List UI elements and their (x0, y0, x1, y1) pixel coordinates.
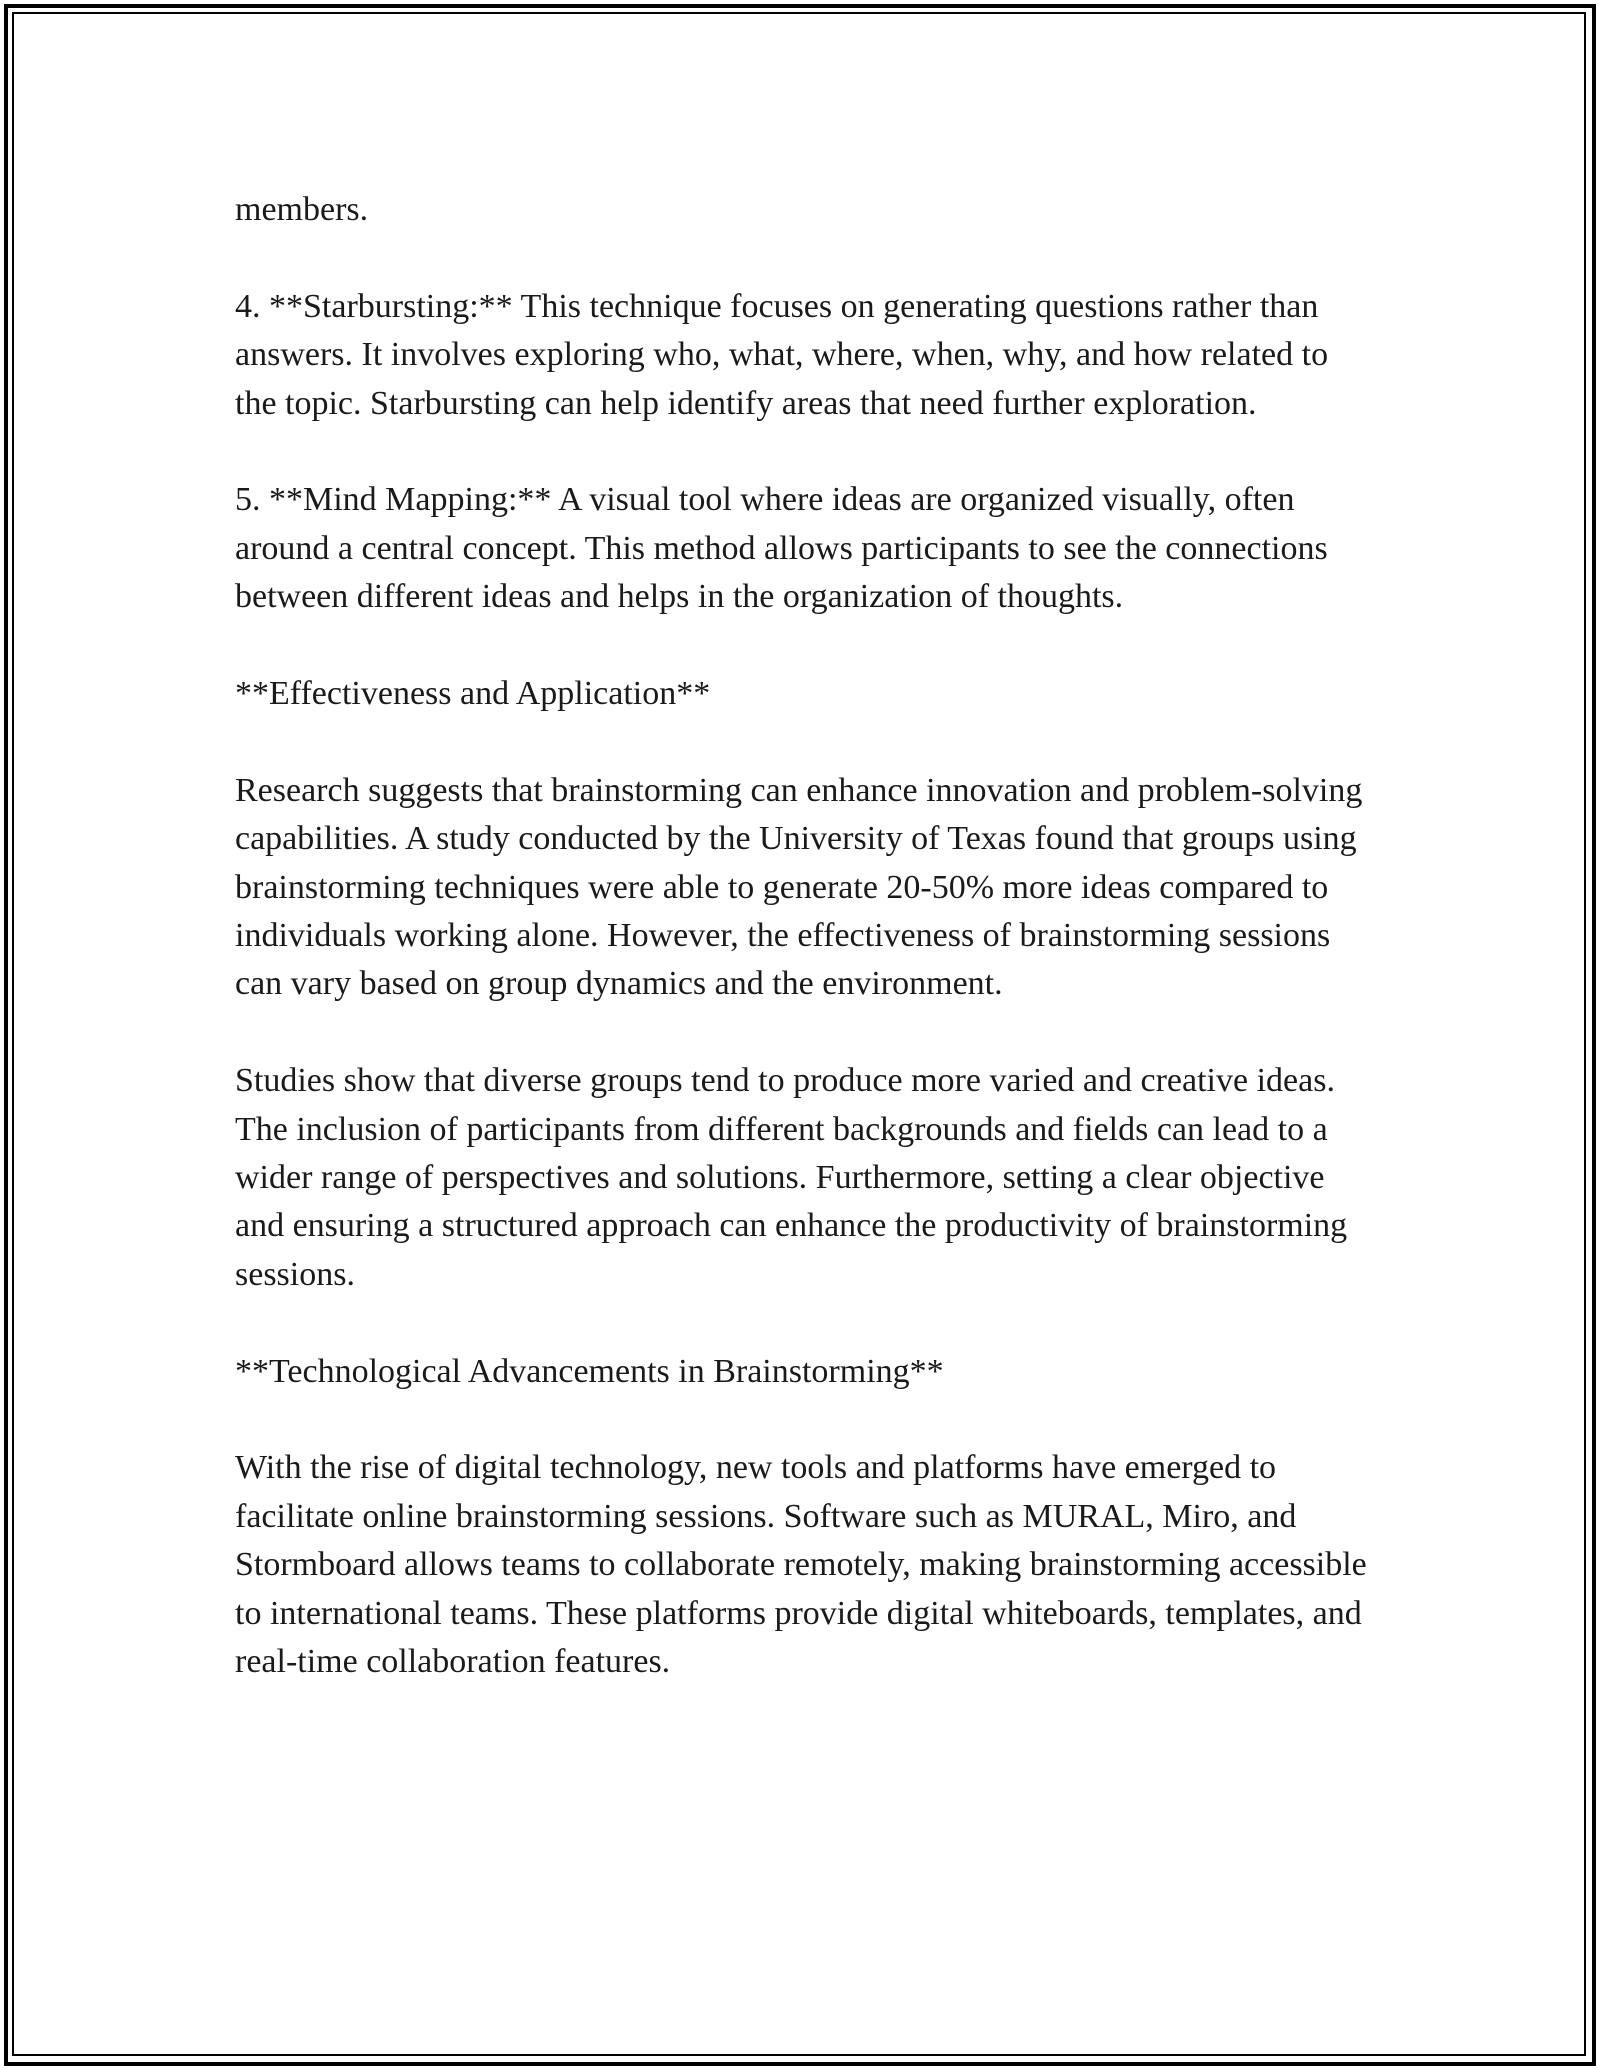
heading-effectiveness: **Effectiveness and Application** (235, 675, 711, 713)
heading-technological-advancements: **Technological Advancements in Brainstorming** (235, 1352, 944, 1390)
paragraph-digital-tools: With the rise of digital technology, new tools and platforms have emerged to facilitate online brainstorming sessions. Software such as MURAL, Miro, and Stormboard allows teams to collaborate remotely, making brainstorming accessible to international teams. These platforms provide digital whiteboards, templates, and real-time collaboration features. (235, 1449, 1367, 1681)
paragraph-research: Research suggests that brainstorming can enhance innovation and problem-solving capabilities. A study conducted by the University of Texas found that groups using brainstorming techniques were able to generate 20-50% more ideas compared to individuals working alone. However, the effectiveness of brainstorming sessions can vary based on group dynamics and the environment. (235, 771, 1363, 1003)
paragraph-mind-mapping: 5. **Mind Mapping:** A visual tool where ideas are organized visually, often around a central concept. This method allows participants to see the connections between different ideas and helps in the organization of thoughts. (235, 481, 1328, 616)
paragraph-continuation: members. (235, 191, 369, 228)
paragraph-diverse-groups: Studies show that diverse groups tend to produce more varied and creative ideas. The inclusion of participants from different backgrounds and fields can lead to a wider range of perspectives and solutions. Furthermore, setting a clear objective and ensuring a structured approach can enhance the productivity of brainstorming sessions. (235, 1062, 1348, 1293)
paragraph-starbursting: 4. **Starbursting:** This technique focuses on generating questions rather than answers. It involves exploring who, what, where, when, why, and how related to the topic. Starbursting can help identify areas that need further exploration. (235, 287, 1329, 422)
document-body (235, 186, 1375, 1686)
